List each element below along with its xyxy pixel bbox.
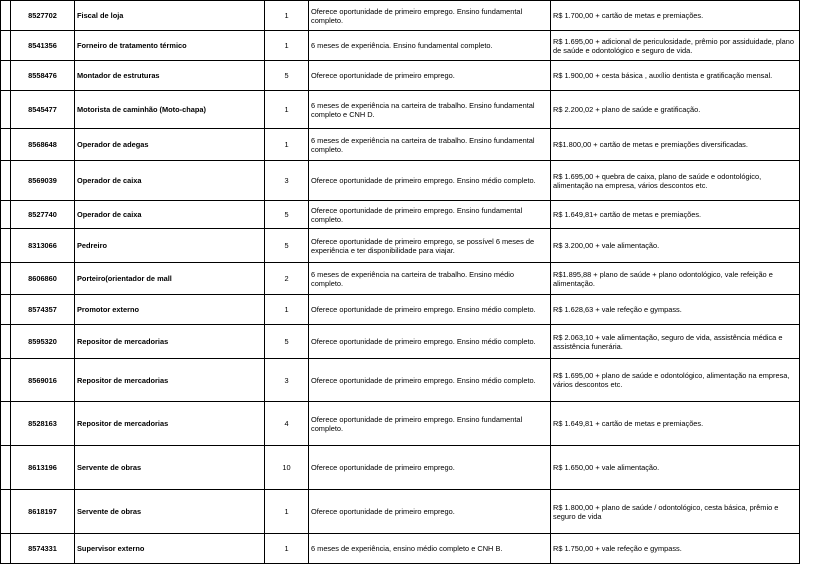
- row-marker-cell: [1, 161, 11, 201]
- job-title: Operador de caixa: [75, 201, 265, 229]
- job-requirements: 6 meses de experiência. Ensino fundamental completo.: [309, 31, 551, 61]
- table-row: [1, 295, 800, 325]
- row-marker-cell: [1, 1, 11, 31]
- job-openings: 4: [265, 402, 309, 446]
- job-title: Motorista de caminhão (Moto-chapa): [75, 91, 265, 129]
- job-benefits: R$ 2.200,02 + plano de saúde e gratificação.: [551, 91, 800, 129]
- job-benefits: R$1.895,88 + plano de saúde + plano odontológico, vale refeição e alimentação.: [551, 263, 800, 295]
- job-openings: 5: [265, 325, 309, 359]
- job-requirements: Oferece oportunidade de primeiro emprego. Ensino médio completo.: [309, 359, 551, 402]
- job-openings: 1: [265, 91, 309, 129]
- job-openings: 3: [265, 161, 309, 201]
- job-benefits: R$ 3.200,00 + vale alimentação.: [551, 229, 800, 263]
- row-marker-cell: [1, 402, 11, 446]
- job-code: 8558476: [11, 61, 75, 91]
- job-requirements: 6 meses de experiência, ensino médio completo e CNH B.: [309, 534, 551, 564]
- job-title: Montador de estruturas: [75, 61, 265, 91]
- job-benefits: R$ 2.063,10 + vale alimentação, seguro de vida, assistência médica e assistência funerária.: [551, 325, 800, 359]
- table-row: [1, 61, 800, 91]
- job-code: 8618197: [11, 490, 75, 534]
- job-code: 8595320: [11, 325, 75, 359]
- job-requirements: Oferece oportunidade de primeiro emprego. Ensino fundamental completo.: [309, 402, 551, 446]
- job-openings: 1: [265, 129, 309, 161]
- row-marker-cell: [1, 229, 11, 263]
- job-title: Porteiro(orientador de mall: [75, 263, 265, 295]
- job-requirements: 6 meses de experiência na carteira de trabalho. Ensino fundamental completo e CNH D.: [309, 91, 551, 129]
- job-openings: 3: [265, 359, 309, 402]
- job-title: Repositor de mercadorias: [75, 325, 265, 359]
- job-requirements: Oferece oportunidade de primeiro emprego. Ensino médio completo.: [309, 161, 551, 201]
- job-code: 8527740: [11, 201, 75, 229]
- row-marker-cell: [1, 490, 11, 534]
- job-title: Promotor externo: [75, 295, 265, 325]
- job-code: 8527702: [11, 1, 75, 31]
- job-code: 8568648: [11, 129, 75, 161]
- job-title: Supervisor externo: [75, 534, 265, 564]
- job-code: 8541356: [11, 31, 75, 61]
- job-code: 8606860: [11, 263, 75, 295]
- job-code: 8313066: [11, 229, 75, 263]
- row-marker-cell: [1, 534, 11, 564]
- job-title: Forneiro de tratamento térmico: [75, 31, 265, 61]
- job-requirements: Oferece oportunidade de primeiro emprego. Ensino fundamental completo.: [309, 1, 551, 31]
- job-openings: 1: [265, 295, 309, 325]
- job-code: 8545477: [11, 91, 75, 129]
- job-openings: 2: [265, 263, 309, 295]
- table-row: [1, 161, 800, 201]
- job-benefits: R$ 1.695,00 + adicional de periculosidade, prêmio por assiduidade, plano de saúde e odontológico e seguro de vida.: [551, 31, 800, 61]
- job-requirements: Oferece oportunidade de primeiro emprego, se possível 6 meses de experiência e ter disponibilidade para viajar.: [309, 229, 551, 263]
- job-requirements: Oferece oportunidade de primeiro emprego. Ensino médio completo.: [309, 325, 551, 359]
- table-row: [1, 229, 800, 263]
- job-title: Servente de obras: [75, 490, 265, 534]
- job-openings: 1: [265, 534, 309, 564]
- job-code: 8528163: [11, 402, 75, 446]
- job-openings: 1: [265, 490, 309, 534]
- row-marker-cell: [1, 325, 11, 359]
- row-marker-cell: [1, 263, 11, 295]
- table-row: [1, 263, 800, 295]
- row-marker-cell: [1, 129, 11, 161]
- job-benefits: R$ 1.650,00 + vale alimentação.: [551, 446, 800, 490]
- row-marker-cell: [1, 295, 11, 325]
- job-benefits: R$ 1.750,00 + vale refeção e gympass.: [551, 534, 800, 564]
- job-title: Repositor de mercadorias: [75, 402, 265, 446]
- job-benefits: R$ 1.800,00 + plano de saúde / odontológico, cesta básica, prêmio e seguro de vida: [551, 490, 800, 534]
- row-marker-cell: [1, 31, 11, 61]
- job-title: Operador de caixa: [75, 161, 265, 201]
- job-title: Pedreiro: [75, 229, 265, 263]
- table-row: [1, 91, 800, 129]
- row-marker-cell: [1, 91, 11, 129]
- job-requirements: Oferece oportunidade de primeiro emprego.: [309, 61, 551, 91]
- table-row: [1, 129, 800, 161]
- job-title: Servente de obras: [75, 446, 265, 490]
- job-code: 8569016: [11, 359, 75, 402]
- job-benefits: R$ 1.628,63 + vale refeção e gympass.: [551, 295, 800, 325]
- table-row: [1, 31, 800, 61]
- job-requirements: 6 meses de experiência na carteira de trabalho. Ensino fundamental completo.: [309, 129, 551, 161]
- table-row: [1, 402, 800, 446]
- row-marker-cell: [1, 446, 11, 490]
- job-benefits: R$1.800,00 + cartão de metas e premiações diversificadas.: [551, 129, 800, 161]
- job-benefits: R$ 1.649,81 + cartão de metas e premiações.: [551, 402, 800, 446]
- job-requirements: Oferece oportunidade de primeiro emprego. Ensino médio completo.: [309, 295, 551, 325]
- job-openings: 1: [265, 31, 309, 61]
- job-openings: 5: [265, 61, 309, 91]
- job-title: Operador de adegas: [75, 129, 265, 161]
- table-row: [1, 490, 800, 534]
- job-openings: 1: [265, 1, 309, 31]
- job-benefits: R$ 1.649,81+ cartão de metas e premiações.: [551, 201, 800, 229]
- job-benefits: R$ 1.695,00 + plano de saúde e odontológico, alimentação na empresa, vários descontos etc.: [551, 359, 800, 402]
- job-openings: 10: [265, 446, 309, 490]
- job-requirements: Oferece oportunidade de primeiro emprego. Ensino fundamental completo.: [309, 201, 551, 229]
- row-marker-cell: [1, 201, 11, 229]
- job-openings: 5: [265, 201, 309, 229]
- table-row: [1, 446, 800, 490]
- job-requirements: Oferece oportunidade de primeiro emprego.: [309, 446, 551, 490]
- row-marker-cell: [1, 61, 11, 91]
- job-benefits: R$ 1.695,00 + quebra de caixa, plano de saúde e odontológico, alimentação na empresa, vários descontos etc.: [551, 161, 800, 201]
- job-title: Fiscal de loja: [75, 1, 265, 31]
- table-row: [1, 1, 800, 31]
- table-row: [1, 325, 800, 359]
- job-benefits: R$ 1.900,00 + cesta básica , auxílio dentista e gratificação mensal.: [551, 61, 800, 91]
- job-requirements: 6 meses de experiência na carteira de trabalho. Ensino médio completo.: [309, 263, 551, 295]
- table-row: [1, 359, 800, 402]
- row-marker-cell: [1, 359, 11, 402]
- job-code: 8613196: [11, 446, 75, 490]
- job-code: 8574331: [11, 534, 75, 564]
- table-row: [1, 201, 800, 229]
- job-requirements: Oferece oportunidade de primeiro emprego.: [309, 490, 551, 534]
- job-benefits: R$ 1.700,00 + cartão de metas e premiações.: [551, 1, 800, 31]
- job-code: 8569039: [11, 161, 75, 201]
- table-row: [1, 534, 800, 564]
- job-code: 8574357: [11, 295, 75, 325]
- job-title: Repositor de mercadorias: [75, 359, 265, 402]
- job-listings-body: [1, 1, 800, 564]
- job-openings: 5: [265, 229, 309, 263]
